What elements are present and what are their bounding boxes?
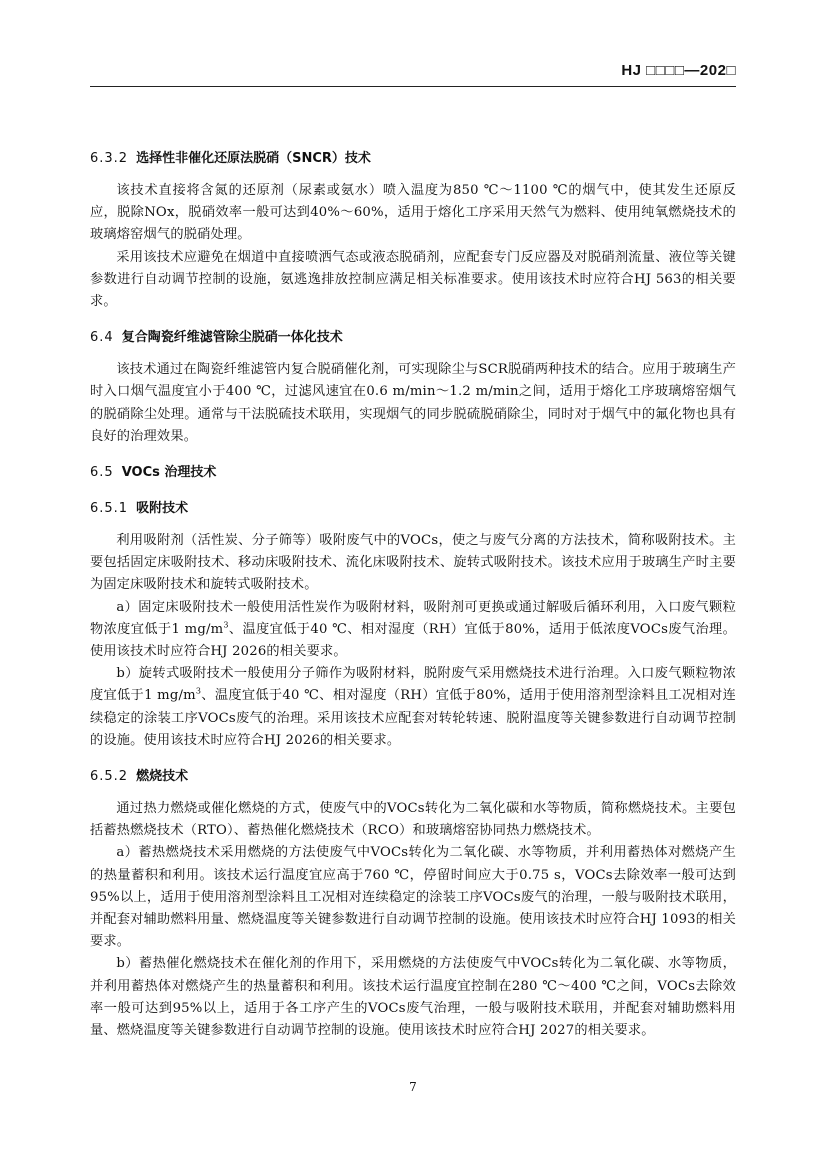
section-title: 燃烧技术	[136, 769, 189, 785]
section-heading-6-5-2	[90, 766, 736, 788]
paragraph: 该技术通过在陶瓷纤维滤管内复合脱硝催化剂，可实现除尘与SCR脱硝两种技术的结合。应用于玻璃生产时入口烟气温度宜小于400 ℃，过滤风速宜在0.6 m/min～1.2 m/min之间，适用于熔化工序玻璃熔窑烟气的脱硝除尘处理。通常与干法脱硫技术联用，实现烟气的同步脱硫脱硝除尘，同时对于烟气中的氟化物也具有良好的治理效果。	[90, 362, 736, 444]
paragraph: 通过热力燃烧或催化燃烧的方式，使废气中的VOCs转化为二氧化碳和水等物质，简称燃烧技术。主要包括蓄热燃烧技术（RTO）、蓄热催化燃烧技术（RCO）和玻璃熔窑协同热力燃烧技术。	[90, 801, 736, 839]
section-heading-6-5-1	[90, 498, 736, 520]
section-title: 吸附技术	[136, 501, 189, 517]
page-number: 7	[409, 1080, 417, 1094]
paragraph: 利用吸附剂（活性炭、分子筛等）吸附废气中的VOCs，使之与废气分离的方法技术，简称吸附技术。主要包括固定床吸附技术、移动床吸附技术、流化床吸附技术、旋转式吸附技术。该技术应用于玻璃生产时主要为固定床吸附技术和旋转式吸附技术。	[90, 533, 736, 593]
section-number: 6.5	[90, 465, 114, 481]
section-number: 6.5.2	[90, 769, 129, 785]
section-number: 6.4	[90, 330, 114, 346]
section-heading-6-4	[90, 327, 736, 349]
section-title: 选择性非催化还原法脱硝（SNCR）技术	[136, 151, 371, 166]
section-heading-6-5	[90, 462, 736, 484]
paragraph-item-a: a）蓄热燃烧技术采用燃烧的方法使废气中VOCs转化为二氧化碳、水等物质，并利用蓄热体对燃烧产生的热量蓄积和利用。该技术运行温度宜应高于760 ℃，停留时间应大于0.75 s，VOCs去除效率一般可达到95%以上，适用于使用溶剂型涂料且工况相对连续稳定的涂装工序VOCs废气的治理，一般与吸附技术联用，并配套对辅助燃料用量、燃烧温度等关键参数进行自动调节控制的设施。使用该技术时应符合HJ 1093的相关要求。	[90, 845, 736, 950]
paragraph-item-b: b）蓄热催化燃烧技术在催化剂的作用下，采用燃烧的方法使废气中VOCs转化为二氧化碳、水等物质，并利用蓄热体对燃烧产生的热量蓄积和利用。该技术运行温度宜控制在280 ℃～400 ℃之间，VOCs去除效率一般可达到95%以上，适用于各工序产生的VOCs废气治理，一般与吸附技术联用，并配套对辅助燃料用量、燃烧温度等关键参数进行自动调节控制的设施。使用该技术时应符合HJ 2027的相关要求。	[90, 956, 736, 1039]
paragraph-item-b: b）旋转式吸附技术一般使用分子筛作为吸附材料，脱附废气采用燃烧技术进行治理。入口废气颗粒物浓度宜低于1 $mg/m^3$、温度宜低于40 ℃、相对湿度（RH）宜低于80%，适用于使用溶剂型涂料且工况相对连续稳定的涂装工序VOCs废气的治理。采用该技术应配套对转轮转速、脱附温度等关键参数进行自动调节控制的设施。使用该技术时应符合HJ 2026的相关要求。	[90, 666, 736, 748]
paragraph: 该技术直接将含氮的还原剂（尿素或氨水）喷入温度为850 ℃～1100 ℃的烟气中，使其发生还原反应，脱除NOx，脱硝效率一般可达到40%～60%，适用于熔化工序采用天然气为燃料、使用纯氧燃烧技术的玻璃熔窑烟气的脱硝处理。	[90, 183, 736, 243]
paragraph: 采用该技术应避免在烟道中直接喷洒气态或液态脱硝剂，应配套专门反应器及对脱硝剂流量、液位等关键参数进行自动调节控制的设施，氨逃逸排放控制应满足相关标准要求。使用该技术时应符合HJ 563的相关要求。	[90, 249, 736, 310]
section-number: 6.3.2	[90, 151, 129, 166]
section-title: 复合陶瓷纤维滤管除尘脱硝一体化技术	[121, 330, 343, 346]
paragraph-item-a: a）固定床吸附技术一般使用活性炭作为吸附材料，吸附剂可更换或通过解吸后循环利用，入口废气颗粒物浓度宜低于1 $mg/m^3$、温度宜低于40 ℃、相对湿度（RH）宜低于80%，适用于低浓度VOCs废气治理。使用该技术时应符合HJ 2026的相关要求。	[90, 599, 736, 660]
section-heading-6-3-2	[90, 148, 736, 170]
section-number: 6.5.1	[90, 501, 129, 517]
header-divider	[90, 86, 736, 87]
standard-code: HJ □□□□—202□	[621, 62, 736, 79]
section-title: VOCs 治理技术	[121, 465, 217, 481]
document-body	[90, 148, 736, 1042]
